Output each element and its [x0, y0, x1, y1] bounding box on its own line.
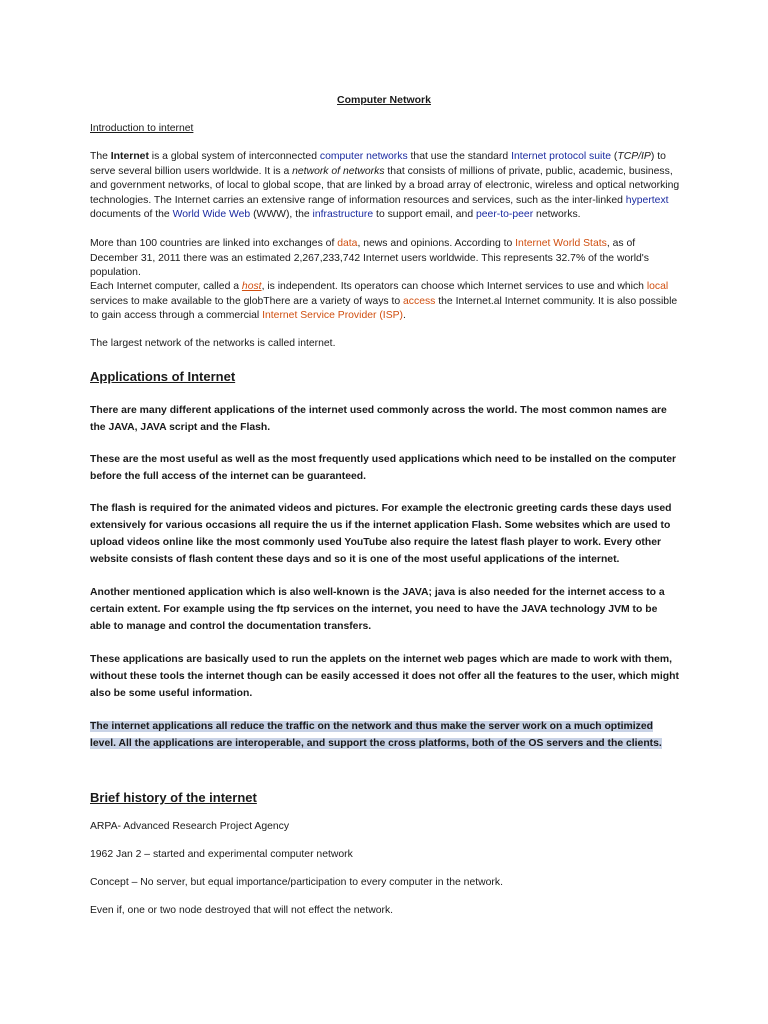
- apps-paragraph-1: There are many different applications of the internet used commonly across the world. The most common names are the JAVA, JAVA script and the Flash.: [90, 405, 667, 433]
- link-hypertext[interactable]: hypertext: [625, 194, 669, 206]
- link-host[interactable]: host: [241, 281, 262, 292]
- history-item-2: 1962 Jan 2 – started and experimental computer network: [90, 849, 353, 860]
- largest-network-paragraph: The largest network of the networks is called internet.: [90, 338, 336, 349]
- applications-heading: Applications of Internet: [90, 369, 236, 384]
- intro-heading: Introduction to internet: [90, 123, 194, 134]
- link-data[interactable]: data: [337, 238, 358, 249]
- link-infrastructure[interactable]: infrastructure: [312, 209, 374, 221]
- apps-paragraph-4: Another mentioned application which is also well-known is the JAVA; java is also needed for the internet access to a certain extent. For example using the ftp services on the internet, you need to have the JAVA technology JVM to be able to manage and control the documentation transfers.: [90, 587, 665, 632]
- highlighted-text: The internet applications all reduce the traffic on the network and thus make the server work on a much optimized level. All the applications are interoperable, and support the cross platforms, both of the OS servers and the clients.: [90, 721, 662, 749]
- stats-paragraph: More than 100 countries are linked into exchanges of data, news and opinions. According to Internet World Stats, as of December 31, 2011 there was an estimated 2,267,233,742 Internet users worldwide. This represents 32.7% of the world's population.: [90, 238, 649, 279]
- history-item-4: Even if, one or two node destroyed that will not effect the network.: [90, 905, 394, 916]
- history-heading: Brief history of the internet: [90, 790, 257, 805]
- link-local[interactable]: local: [646, 281, 669, 292]
- apps-paragraph-6-highlighted: [90, 718, 680, 752]
- link-peer-to-peer[interactable]: peer-to-peer: [475, 209, 534, 221]
- intro-paragraph: The Internet is a global system of interconnected computer networks that use the standard Internet protocol suite (TCP/IP) to serve several billion users worldwide. It is a network of networks that consists of millions of private, public, academic, business, and government networks, of local to global scope, that are linked by a broad array of electronic, wireless and optical networking technologies. The Internet carries an extensive range of information resources and services, such as the inter-linked hypertext documents of the World Wide Web (WWW), the infrastructure to support email, and peer-to-peer networks.: [90, 151, 680, 221]
- link-access[interactable]: access: [403, 295, 436, 307]
- apps-paragraph-2: These are the most useful as well as the most frequently used applications which need to be installed on the computer before the full access of the internet can be guaranteed.: [90, 454, 677, 482]
- page-title: Computer Network: [337, 94, 431, 106]
- apps-paragraph-5: These applications are basically used to run the applets on the internet web pages which are made to work with them, without these tools the internet though can be easily accessed it does not offer all the features to the user, which might also be some useful information.: [90, 654, 679, 699]
- apps-paragraph-3: The flash is required for the animated videos and pictures. For example the electronic greeting cards these days used extensively for various occasions all require the us if the internet application Flash. Some websites which are used to upload videos online like the most commonly used YouTube also require the latest flash player to work. Every other website consists of flash content these days and so it is one of the most useful applications of the internet.: [90, 503, 672, 565]
- link-internet-protocol-suite[interactable]: Internet protocol suite: [511, 151, 611, 162]
- history-item-3: Concept – No server, but equal importance/participation to every computer in the network.: [90, 877, 503, 888]
- link-computer-networks[interactable]: computer networks: [319, 151, 408, 162]
- link-world-wide-web[interactable]: World Wide Web: [172, 209, 251, 221]
- link-internet-world-stats[interactable]: Internet World Stats: [515, 238, 607, 249]
- host-paragraph: Each Internet computer, called a host, is independent. Its operators can choose which Internet services to use and which local services to make available to the globThere are a variety of ways to access the Internet.al Internet community. It is also possible to gain access through a commercial Internet Service Provider (ISP).: [90, 281, 678, 322]
- link-isp[interactable]: Internet Service Provider (ISP): [262, 310, 404, 322]
- history-item-1: ARPA- Advanced Research Project Agency: [90, 821, 290, 832]
